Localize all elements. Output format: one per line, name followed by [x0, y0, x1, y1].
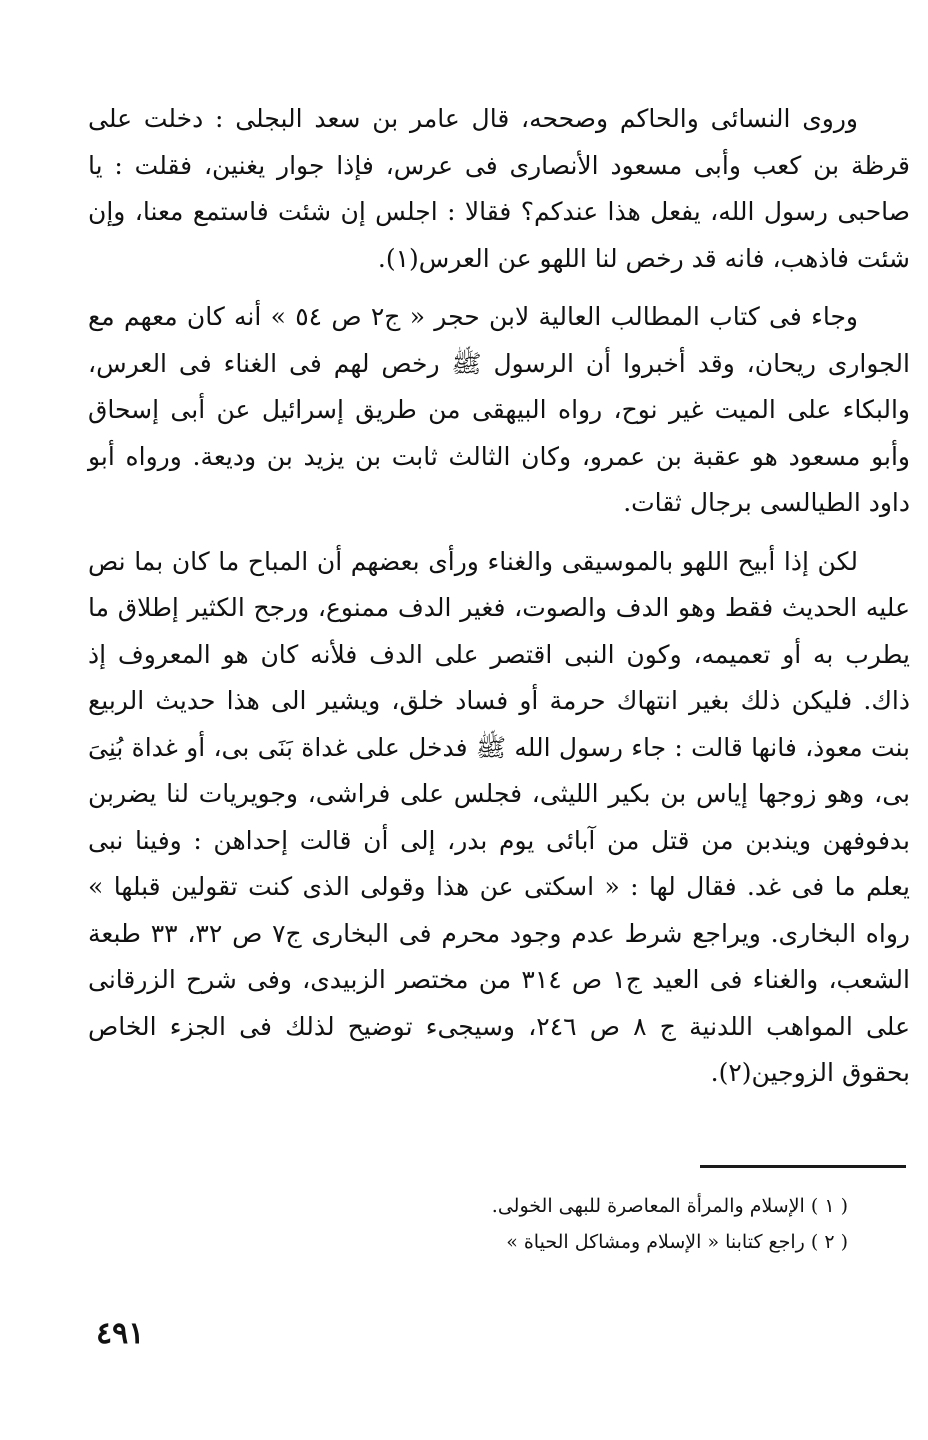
footnote-1: ( ١ ) الإسلام والمرأة المعاصرة للبهى الخولى. [491, 1195, 848, 1217]
footnote-2: ( ٢ ) راجع كتابنا « الإسلام ومشاكل الحياة » [506, 1231, 848, 1253]
page-number: ٤٩١ [96, 1316, 145, 1351]
paragraph-3: لكن إذا أبيح اللهو بالموسيقى والغناء ورأى بعضهم أن المباح ما كان بما نص عليه الحديث فقط وهو الدف والصوت، فغير الدف ممنوع، ورجح الكثير إطلاق ما يطرب به أو تعميمه، وكون النبى اقتصر على الدف فلأنه كان هو المعروف إذ ذاك. فليكن ذلك بغير انتهاك حرمة أو فساد خلق، ويشير الى هذا حديث الربيع بنت معوذ، فانها قالت : جاء رسول الله ﷺ فدخل على غداة بَنَى بى، أو غداة بُنِىَ بى، وهو زوجها إياس بن بكير الليثى، فجلس على فراشى، وجويريات لنا يضربن بدفوفهن ويندبن من قتل من آبائى يوم بدر، إلى أن قالت إحداهن : وفينا نبى يعلم ما فى غد. فقال لها : « اسكتى عن هذا وقولى الذى كنت تقولين قبلها » رواه البخارى. ويراجع شرط عدم وجود محرم فى البخارى ج٧ ص ٣٢، ٣٣ طبعة الشعب، والغناء فى العيد ج١ ص ٣١٤ من مختصر الزبيدى، وفى شرح الزرقانى على المواهب اللدنية ج ٨ ص ٢٤٦، وسيجىء توضيح لذلك فى الجزء الخاص بحقوق الزوجين(٢). [88, 546, 910, 1087]
main-text [88, 96, 910, 1097]
footnotes [300, 1188, 848, 1260]
paragraph-1: وروى النسائى والحاكم وصححه، قال عامر بن سعد البجلى : دخلت على قرظة بن كعب وأبى مسعود الأنصارى فى عرس، فإذا جوار يغنين، فقلت : يا صاحبى رسول الله، يفعل هذا عندكم؟ فقالا : اجلس إن شئت فاستمع معنا، وإن شئت فاذهب، فانه قد رخص لنا اللهو عن العرس(١). [88, 104, 910, 273]
footnote-separator [700, 1165, 906, 1168]
paragraph-2: وجاء فى كتاب المطالب العالية لابن حجر « ج٢ ص ٥٤ » أنه كان معهم مع الجوارى ريحان، وقد أخبروا أن الرسول ﷺ رخص لهم فى الغناء فى العرس، والبكاء على الميت غير نوح، رواه البيهقى من طريق إسرائيل عن أبى إسحاق وأبو مسعود هو عقبة بن عمرو، وكان الثالث ثابت بن يزيد بن وديعة. ورواه أبو داود الطيالسى برجال ثقات. [88, 302, 910, 517]
